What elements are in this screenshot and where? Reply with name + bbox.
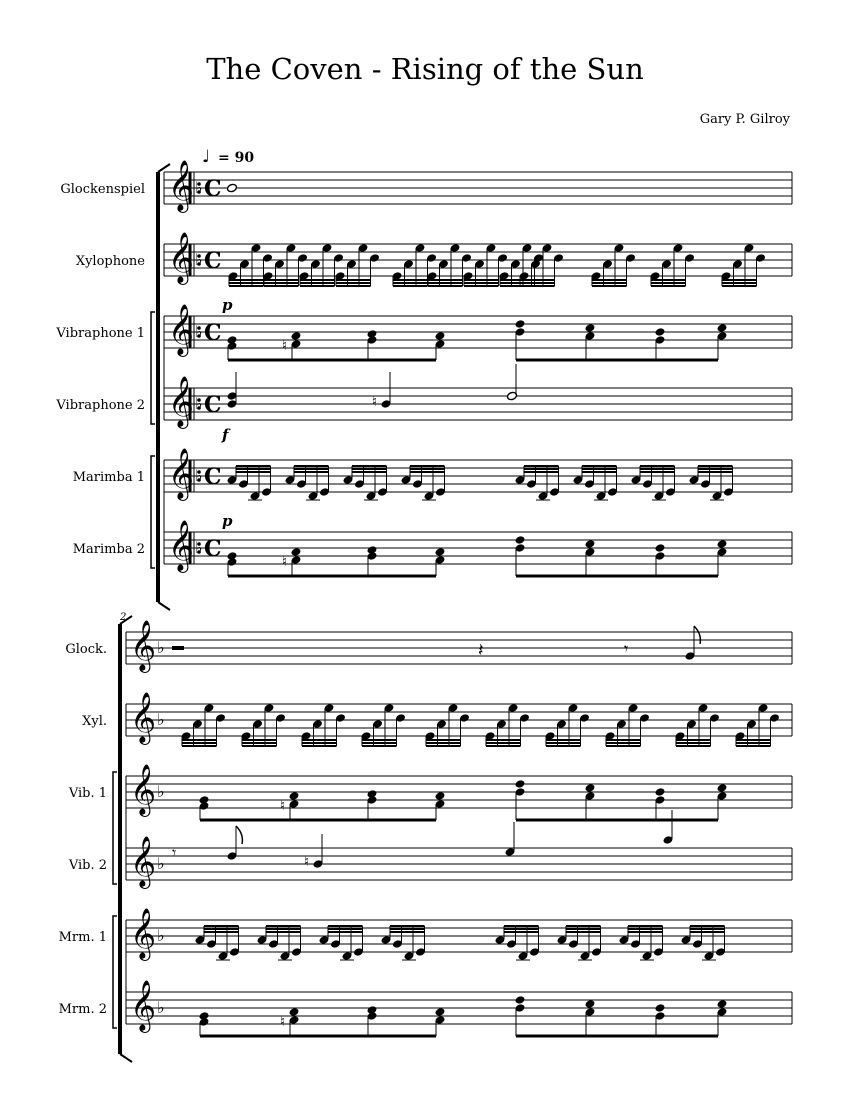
svg-text:C: C <box>204 464 222 490</box>
note-head <box>199 1011 210 1021</box>
note-head <box>585 783 596 793</box>
svg-text:♭: ♭ <box>157 638 165 657</box>
notes-system-2 <box>172 626 780 1036</box>
clefs-keys-system-2 <box>130 620 165 1033</box>
note-head <box>289 1007 300 1017</box>
instrument-label: Glockenspiel <box>60 182 145 197</box>
svg-text:♭: ♭ <box>195 466 203 485</box>
svg-text:𝄞: 𝄞 <box>168 304 195 355</box>
note-head <box>435 547 446 557</box>
svg-text:𝄞: 𝄞 <box>168 448 195 499</box>
note-head <box>367 545 378 555</box>
note-head <box>585 323 596 333</box>
svg-text:= 90: = 90 <box>218 150 255 166</box>
svg-text:♭: ♭ <box>157 854 165 873</box>
instrument-label: Xylophone <box>75 254 145 269</box>
note-head <box>199 795 210 805</box>
instrument-label: Mrm. 1 <box>58 930 107 945</box>
svg-text:𝄞: 𝄞 <box>130 620 157 671</box>
svg-text:C: C <box>204 392 222 418</box>
note-head <box>435 791 446 801</box>
note-head <box>227 183 238 193</box>
svg-text:♮: ♮ <box>280 1014 286 1030</box>
note-head <box>655 327 666 337</box>
measure-number: 2 <box>120 612 127 623</box>
note-head <box>655 543 666 553</box>
svg-text:𝄞: 𝄞 <box>130 836 157 887</box>
svg-text:C: C <box>204 536 222 562</box>
svg-text:♭: ♭ <box>157 926 165 945</box>
dynamic-marking: p <box>222 512 233 530</box>
instrument-label: Xyl. <box>82 714 107 729</box>
note-head <box>585 539 596 549</box>
system-2 <box>113 616 792 1062</box>
instrument-label: Vib. 1 <box>68 786 107 801</box>
repeat-start <box>190 172 194 564</box>
note-head <box>655 787 666 797</box>
note-head <box>367 789 378 799</box>
staff-lines <box>164 172 792 564</box>
instrument-label: Vib. 2 <box>68 858 107 873</box>
note-head <box>655 1003 666 1013</box>
note-head <box>227 551 238 561</box>
notes-system-1 <box>227 183 766 576</box>
svg-text:♭: ♭ <box>195 178 203 197</box>
svg-text:♭: ♭ <box>157 998 165 1017</box>
instrument-label: Vibraphone 1 <box>56 326 145 341</box>
instrument-label: Marimba 2 <box>72 542 145 557</box>
instrument-label: Glock. <box>65 642 107 657</box>
note-head <box>717 783 728 793</box>
svg-text:𝄾: 𝄾 <box>624 639 629 658</box>
note-flag <box>236 826 242 844</box>
svg-text:♮: ♮ <box>372 394 378 410</box>
svg-text:𝄞: 𝄞 <box>130 980 157 1031</box>
svg-text:𝄞: 𝄞 <box>168 376 195 427</box>
svg-text:♭: ♭ <box>195 322 203 341</box>
svg-text:♮: ♮ <box>282 554 288 570</box>
svg-text:♭: ♭ <box>195 250 203 269</box>
note-head <box>515 779 526 789</box>
composer-name: Gary P. Gilroy <box>699 112 790 127</box>
dynamic-marking: p <box>222 296 233 314</box>
instrument-label: Vibraphone 2 <box>56 398 145 413</box>
svg-text:𝄽: 𝄽 <box>478 640 484 661</box>
score-title: The Coven - Rising of the Sun <box>206 52 644 86</box>
note-head <box>367 329 378 339</box>
svg-text:𝄞: 𝄞 <box>130 764 157 815</box>
svg-text:♭: ♭ <box>157 710 165 729</box>
note-head <box>585 999 596 1009</box>
svg-text:𝄾: 𝄾 <box>172 843 177 862</box>
svg-text:C: C <box>204 176 222 202</box>
svg-text:𝄞: 𝄞 <box>168 232 195 283</box>
clefs-keys-system-1 <box>168 160 222 573</box>
note-head <box>435 331 446 341</box>
svg-text:𝄞: 𝄞 <box>130 692 157 743</box>
tempo-marking <box>202 147 254 167</box>
svg-text:C: C <box>204 248 222 274</box>
svg-text:𝄞: 𝄞 <box>130 908 157 959</box>
svg-text:♮: ♮ <box>280 798 286 814</box>
system-1 <box>151 164 792 610</box>
instrument-label: Marimba 1 <box>72 470 145 485</box>
note-head <box>291 547 302 557</box>
svg-text:♭: ♭ <box>157 782 165 801</box>
svg-text:♩: ♩ <box>202 147 211 167</box>
svg-text:𝄞: 𝄞 <box>168 160 195 211</box>
note-head <box>227 335 238 345</box>
note-head <box>367 1005 378 1015</box>
note-head <box>717 999 728 1009</box>
svg-text:♮: ♮ <box>304 854 310 870</box>
dynamic-marking: f <box>222 426 229 444</box>
note-head <box>717 539 728 549</box>
note-head <box>289 791 300 801</box>
note-head <box>515 319 526 329</box>
note-head <box>291 331 302 341</box>
svg-text:♭: ♭ <box>195 394 203 413</box>
note-head <box>717 323 728 333</box>
note-flag <box>694 626 700 644</box>
note-head <box>435 1007 446 1017</box>
note-head <box>515 995 526 1005</box>
svg-text:𝄞: 𝄞 <box>168 520 195 571</box>
note-head <box>515 535 526 545</box>
instrument-label: Mrm. 2 <box>58 1002 107 1017</box>
svg-text:♭: ♭ <box>195 538 203 557</box>
svg-text:C: C <box>204 320 222 346</box>
half-rest <box>172 646 184 650</box>
svg-text:♮: ♮ <box>282 338 288 354</box>
